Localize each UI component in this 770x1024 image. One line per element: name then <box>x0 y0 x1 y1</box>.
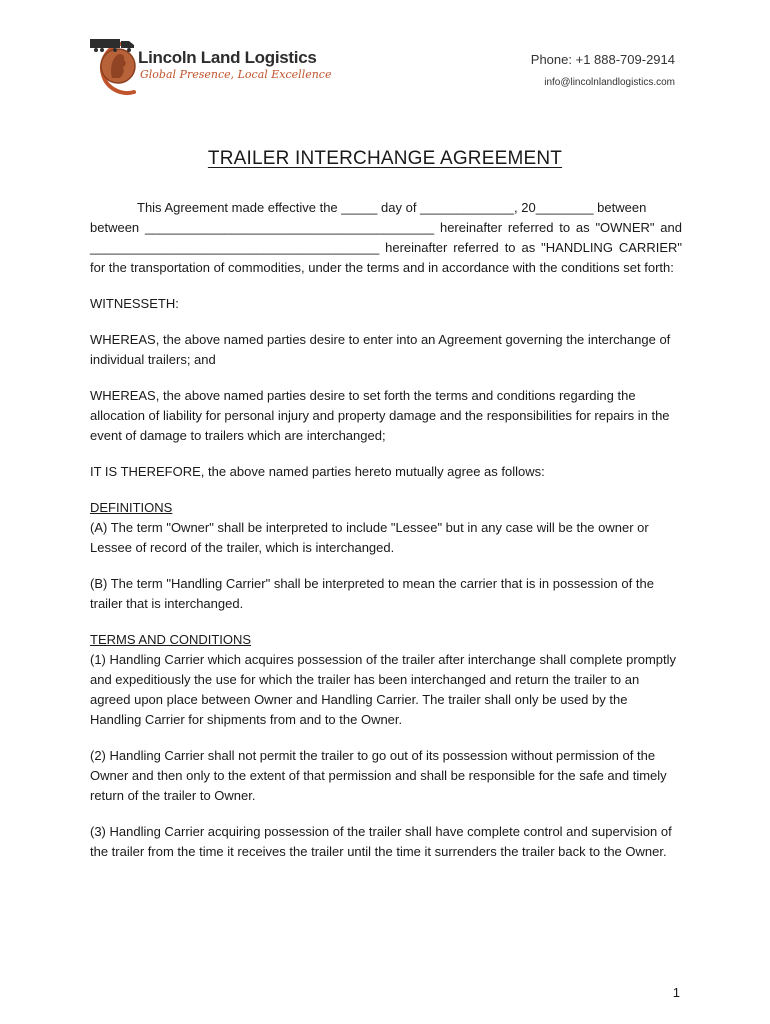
definitions-heading: DEFINITIONS <box>90 500 173 515</box>
witnesseth-label: WITNESSETH: <box>90 296 179 311</box>
company-name: Lincoln Land Logistics <box>138 48 317 67</box>
company-logo <box>90 38 332 100</box>
definition-b: (B) The term "Handling Carrier" shall be interpreted to mean the carrier that is in possession of the trailer that is interchanged. <box>90 576 654 611</box>
term-2: (2) Handling Carrier shall not permit the trailer to go out of its possession without permission of the Owner and then only to the extent of that permission and shall be responsible for the safe and timely return of the trailer to Owner. <box>90 748 667 803</box>
phone-number: Phone: +1 888-709-2914 <box>530 52 675 67</box>
terms-heading: TERMS AND CONDITIONS <box>90 632 252 647</box>
company-tagline: Global Presence, Local Excellence <box>140 68 332 81</box>
intro-first-line: This Agreement made effective the _____ day of _____________, 20________ between <box>137 200 647 215</box>
term-1: (1) Handling Carrier which acquires possession of the trailer after interchange shall complete promptly and expeditiously the use for which the trailer has been interchanged and return the trailer to an agreed upon place between Owner and Handling Carrier. The trailer shall only be used by the Handling Carrier for shipments from and to the Owner. <box>90 652 676 727</box>
document-title: TRAILER INTERCHANGE AGREEMENT <box>207 148 563 169</box>
whereas-paragraph-1: WHEREAS, the above named parties desire to enter into an Agreement governing the interchange of individual trailers; and <box>90 332 671 367</box>
intro-paragraph: between ________________________________________ hereinafter referred to as "OWNER" and ________________________________________ hereinafter referred to as "HANDLING CARRIER" for the transportation of commodities, under the terms and in accordance with the conditions set forth: <box>90 220 682 275</box>
whereas-paragraph-2: WHEREAS, the above named parties desire to set forth the terms and conditions regarding the allocation of liability for personal injury and property damage and the responsibilities for repairs in the event of damage to trailers which are interchanged; <box>90 388 670 443</box>
term-3: (3) Handling Carrier acquiring possession of the trailer shall have complete control and supervision of the trailer from the time it receives the trailer until the time it surrenders the trailer back to the Owner. <box>90 824 672 859</box>
therefore-paragraph: IT IS THEREFORE, the above named parties hereto mutually agree as follows: <box>90 464 545 479</box>
document-body <box>90 198 682 862</box>
contact-info <box>531 52 675 88</box>
email-address: info@lincolnlandlogistics.com <box>544 77 675 88</box>
page-number: 1 <box>672 985 680 1000</box>
definition-a: (A) The term "Owner" shall be interpreted to include "Lessee" but in any case will be the owner or Lessee of record of the trailer, which is interchanged. <box>90 520 649 555</box>
truck-icon <box>90 38 138 52</box>
